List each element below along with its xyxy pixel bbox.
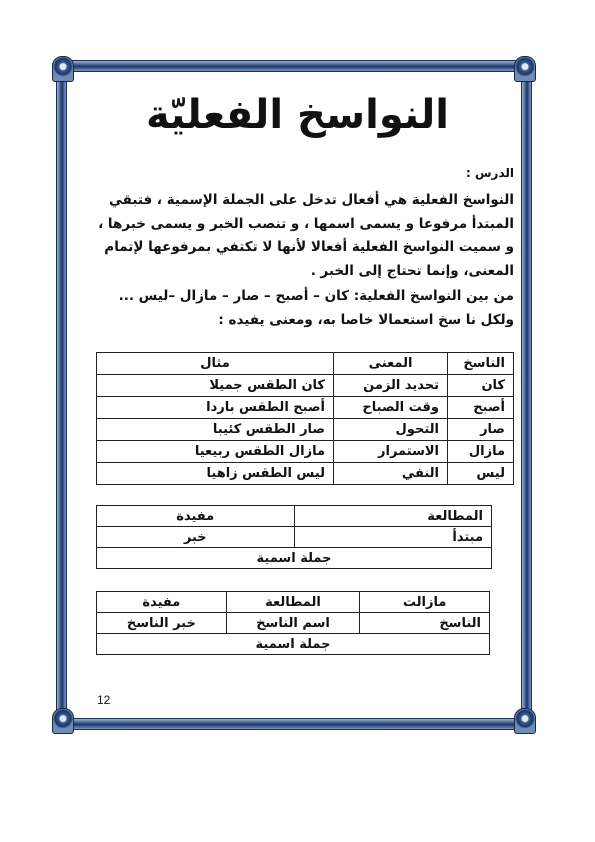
border-right — [521, 74, 532, 716]
paragraph-line: النواسخ الفعلية هي أفعال تدخل على الجملة الإسمية ، فتبقي — [108, 192, 514, 208]
table-cell: جملة اسمية — [97, 634, 490, 655]
table-row — [97, 375, 514, 397]
table-header-row — [97, 592, 490, 613]
table-cell: مازال الطقس ربيعيا — [97, 441, 334, 463]
parsing-table-2 — [96, 591, 490, 655]
table-header-cell: مفيدة — [97, 506, 295, 527]
table-header-row — [97, 506, 492, 527]
table-cell: مبتدأ — [294, 527, 492, 548]
border-left — [56, 74, 67, 716]
table-header-cell: المعنى — [334, 353, 448, 375]
corner-ornament — [52, 56, 74, 82]
border-bottom — [70, 718, 518, 730]
table-cell: ليس — [448, 463, 514, 485]
table-cell: أصبح — [448, 397, 514, 419]
table-cell: وقت الصباح — [334, 397, 448, 419]
table-cell: كان الطقس جميلا — [97, 375, 334, 397]
table-header-cell: مفيدة — [97, 592, 227, 613]
table-cell: التحول — [334, 419, 448, 441]
page-number: 12 — [97, 693, 111, 707]
table-cell: صار الطقس كئيبا — [97, 419, 334, 441]
lesson-label: الدرس : — [466, 166, 514, 180]
table-cell: خبر الناسخ — [97, 613, 227, 634]
table-cell: صار — [448, 419, 514, 441]
table-cell: أصبح الطقس باردا — [97, 397, 334, 419]
table-row — [97, 634, 490, 655]
paragraph-line: ولكل نا سخ استعمالا خاصا به، ومعنى يفيده : — [218, 311, 514, 328]
page-title: النواسخ الفعليّة — [146, 92, 449, 138]
corner-ornament — [514, 56, 536, 82]
table-row — [97, 613, 490, 634]
table-header-cell: الناسخ — [448, 353, 514, 375]
table-row — [97, 463, 514, 485]
table-header-row — [97, 353, 514, 375]
table-cell: كان — [448, 375, 514, 397]
table-row — [97, 441, 514, 463]
table-cell: الناسخ — [360, 613, 490, 634]
table-header-cell: المطالعة — [226, 592, 360, 613]
border-top — [70, 60, 518, 72]
table-header-cell: مازالت — [360, 592, 490, 613]
table-cell: الاستمرار — [334, 441, 448, 463]
paragraph-line: من بين النواسخ الفعلية: كان – أصبح – صار – مازال –ليس ... — [118, 288, 514, 305]
paragraph-line: و سميت النواسخ الفعلية أفعالا لأنها لا تكتفي بمرفوعها لإتمام — [104, 239, 514, 256]
table-header-cell: مثال — [97, 353, 334, 375]
nawasikh-table — [96, 352, 514, 485]
table-row — [97, 419, 514, 441]
table-header-cell: المطالعة — [294, 506, 492, 527]
table-cell: تحديد الزمن — [334, 375, 448, 397]
table-cell: خبر — [97, 527, 295, 548]
paragraph-line: المبتدأ مرفوعا و يسمى اسمها ، و تنصب الخبر و يسمى خبرها ، — [98, 215, 514, 232]
table-row — [97, 527, 492, 548]
corner-ornament — [514, 708, 536, 734]
parsing-table-1 — [96, 505, 492, 569]
table-row — [97, 397, 514, 419]
table-cell: النفي — [334, 463, 448, 485]
table-cell: ليس الطقس زاهيا — [97, 463, 334, 485]
table-cell: مازال — [448, 441, 514, 463]
lesson-paragraph — [96, 189, 514, 333]
table-cell: اسم الناسخ — [226, 613, 360, 634]
corner-ornament — [52, 708, 74, 734]
table-row — [97, 548, 492, 569]
paragraph-line: المعنى، وإنما تحتاج إلى الخبر . — [310, 262, 514, 279]
table-cell: جملة اسمية — [97, 548, 492, 569]
